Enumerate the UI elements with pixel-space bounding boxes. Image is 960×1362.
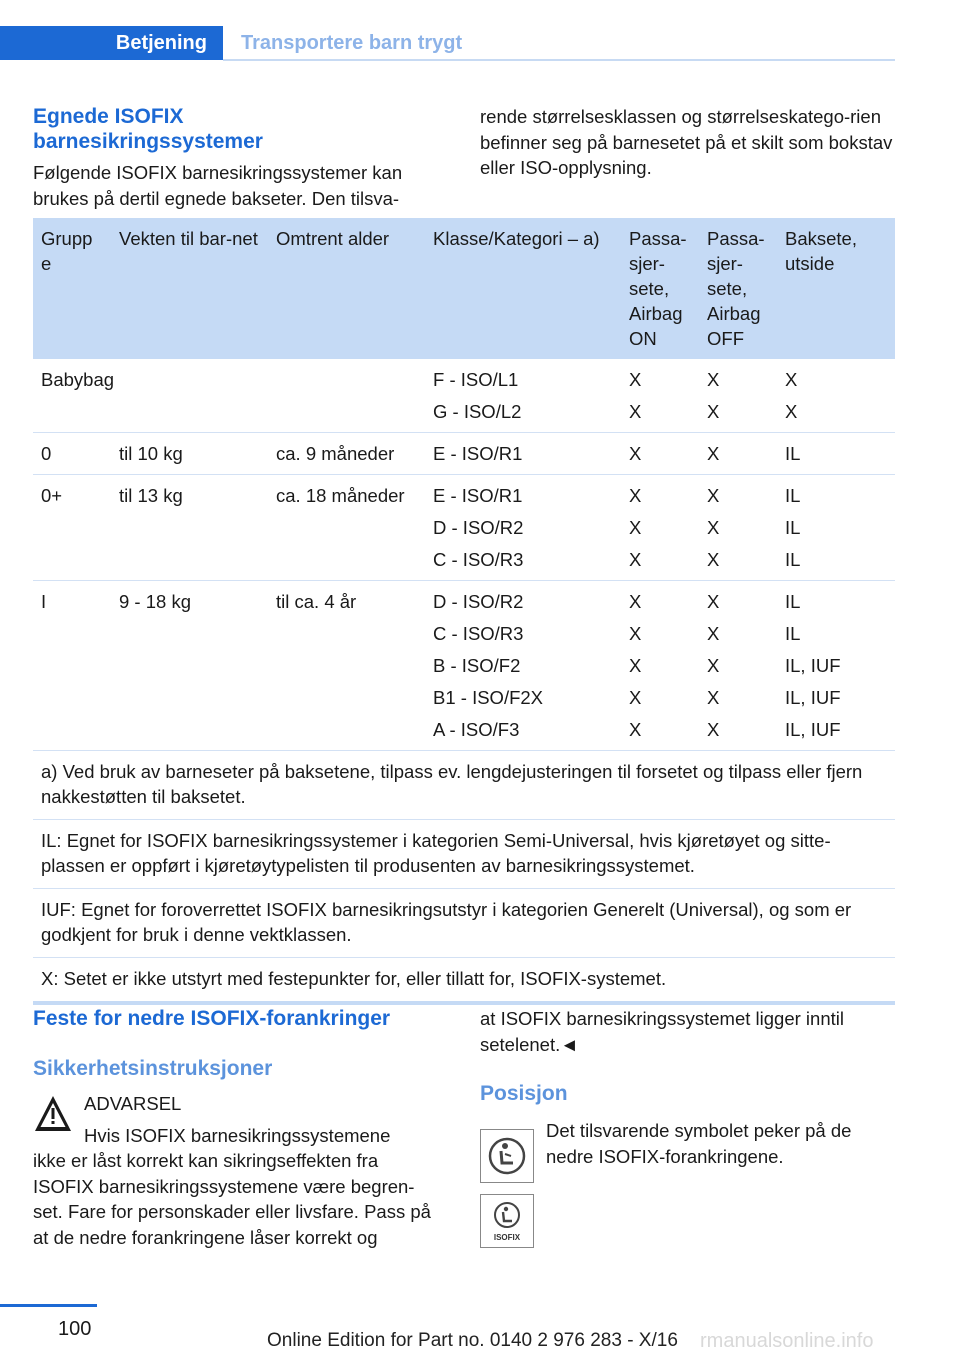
cell-value: G - ISO/L2 <box>433 401 522 422</box>
cell-value: B - ISO/F2 <box>433 655 521 676</box>
cell-off <box>699 359 777 433</box>
position-text: Det tilsvarende symbolet peker på de nedre ISOFIX-forankringene. <box>546 1120 852 1167</box>
cell-value: X <box>707 549 720 570</box>
cell-value: IL, IUF <box>785 687 841 708</box>
table-note: a) Ved bruk av barneseter på baksetene, tilpass ev. lengdejusteringen til forsetet og tilpass eller fjern nakkestøtten til baksetet. <box>33 751 895 820</box>
cell-value: IL <box>785 591 801 612</box>
cell-age: ca. 9 måneder <box>268 433 425 475</box>
page-number: 100 <box>58 1318 92 1340</box>
header-tab-inactive: Transportere barn trygt <box>241 31 463 54</box>
col-header: Grupp e <box>33 218 111 359</box>
section1-intro-right: rende størrelsesklassen og størrelseskatego-rien befinner seg på barnesetet på et skilt som bokstav eller ISO-opplysning. <box>480 106 893 178</box>
isofix-table <box>33 218 895 1005</box>
section1-title-line1: Egnede ISOFIX <box>33 105 184 128</box>
cell-rear <box>777 359 895 433</box>
cell-value: C - ISO/R3 <box>433 623 524 644</box>
table-note-row <box>33 820 895 889</box>
table-note: IUF: Egnet for foroverrettet ISOFIX barnesikringsutstyr i kategorien Generelt (Universal), og som er godkjent for bruk i denne vektklassen. <box>33 889 895 958</box>
cell-value: X <box>629 485 642 506</box>
footer-rule <box>0 1304 97 1307</box>
cell-value: X <box>707 591 720 612</box>
section2-right <box>480 1006 895 1169</box>
section2-left <box>33 1006 443 1250</box>
cell-value: X <box>707 623 720 644</box>
cell-value: X <box>707 517 720 538</box>
section1-intro-left: Følgende ISOFIX barnesikringssystemer kan brukes på dertil egnede bakseter. Den tilsva- <box>33 162 403 209</box>
cell-rear <box>777 581 895 751</box>
cell-rear <box>777 475 895 581</box>
cell-value: X <box>707 687 720 708</box>
cell-weight: til 13 kg <box>111 475 268 581</box>
col-header: Vekten til bar-net <box>111 218 268 359</box>
table-note-row <box>33 958 895 1004</box>
isofix-symbol-label: ISOFIX <box>493 1233 521 1242</box>
col-header: Omtrent alder <box>268 218 425 359</box>
cell-value: X <box>629 549 642 570</box>
cell-value: F - ISO/L1 <box>433 369 519 390</box>
cell-value: IL <box>785 549 801 570</box>
cell-value: X <box>707 485 720 506</box>
cell-off <box>699 475 777 581</box>
footer-edition: Online Edition for Part no. 0140 2 976 283 - X/16 <box>267 1330 678 1351</box>
cell-on <box>621 475 699 581</box>
table-row <box>33 581 895 751</box>
col-header: Baksete, utside <box>777 218 895 359</box>
cell-classes <box>425 581 621 751</box>
isofix-symbol-icon <box>480 1194 534 1248</box>
cell-value: X <box>629 623 642 644</box>
cell-value: IL, IUF <box>785 719 841 740</box>
cell-value: IL <box>785 623 801 644</box>
cell-weight: 9 - 18 kg <box>111 581 268 751</box>
cell-value: E - ISO/R1 <box>433 443 523 464</box>
cell-classes <box>425 433 621 475</box>
warning-text: ikke er låst korrekt kan sikringseffekten fra ISOFIX barnesikringssystemene være begren-set. Fare for personskader eller livsfare. Pass på at de nedre forankringene låser korrekt og <box>33 1150 431 1248</box>
cell-value: D - ISO/R2 <box>433 517 524 538</box>
cell-value: X <box>629 591 642 612</box>
cell-value: X <box>707 443 720 464</box>
section1-title-line2: barnesikringssystemer <box>33 130 263 153</box>
cell-value: C - ISO/R3 <box>433 549 524 570</box>
table-note-row <box>33 889 895 958</box>
cell-value: X <box>707 655 720 676</box>
cell-value: IL <box>785 443 801 464</box>
cell-value: X <box>629 401 642 422</box>
col-header: Passa-sjer-sete, Airbag ON <box>621 218 699 359</box>
cell-weight: til 10 kg <box>111 433 268 475</box>
header-tab-active: Betjening <box>0 26 223 60</box>
warning-continuation: at ISOFIX barnesikringssystemet ligger inntil setelenet.◄ <box>480 1008 844 1055</box>
cell-value: B1 - ISO/F2X <box>433 687 544 708</box>
cell-value: D - ISO/R2 <box>433 591 524 612</box>
cell-value: IL <box>785 517 801 538</box>
cell-value: A - ISO/F3 <box>433 719 520 740</box>
child-seat-symbol-icon <box>480 1129 534 1183</box>
cell-value: X <box>629 655 642 676</box>
cell-value: X <box>785 401 798 422</box>
position-title: Posisjon <box>480 1082 568 1105</box>
table-header-row <box>33 218 895 359</box>
cell-value: X <box>629 719 642 740</box>
col-header: Passa-sjer-sete, Airbag OFF <box>699 218 777 359</box>
section1-left <box>33 104 443 211</box>
cell-value: X <box>629 443 642 464</box>
cell-value: IL, IUF <box>785 655 841 676</box>
warning-triangle-icon <box>33 1093 73 1135</box>
col-header: Klasse/Kategori – a) <box>425 218 621 359</box>
table-row <box>33 475 895 581</box>
cell-group: Babybag <box>33 359 425 433</box>
cell-age: ca. 18 måneder <box>268 475 425 581</box>
cell-value: X <box>629 369 642 390</box>
cell-on <box>621 433 699 475</box>
cell-group: I <box>33 581 111 751</box>
section1-right <box>480 104 895 181</box>
cell-value: X <box>629 517 642 538</box>
cell-group: 0 <box>33 433 111 475</box>
watermark: rmanualsonline.info <box>700 1330 874 1352</box>
cell-on <box>621 359 699 433</box>
cell-age: til ca. 4 år <box>268 581 425 751</box>
cell-off <box>699 581 777 751</box>
table-note: IL: Egnet for ISOFIX barnesikringssystemer i kategorien Semi-Universal, hvis kjøretøyet og sitte-plassen er oppført i kjøretøytypelisten til produsenten av barnesikringssystemet. <box>33 820 895 889</box>
cell-value: X <box>707 369 720 390</box>
table-note: X: Setet er ikke utstyrt med festepunkter for, eller tillatt for, ISOFIX-systemet. <box>33 958 895 1004</box>
cell-classes <box>425 475 621 581</box>
cell-rear <box>777 433 895 475</box>
cell-on <box>621 581 699 751</box>
header-rule <box>223 59 895 61</box>
cell-classes <box>425 359 621 433</box>
table-row <box>33 359 895 433</box>
cell-value: X <box>629 687 642 708</box>
cell-value: X <box>785 369 798 390</box>
table-note-row <box>33 751 895 820</box>
cell-group: 0+ <box>33 475 111 581</box>
cell-value: X <box>707 401 720 422</box>
warning-label: ADVARSEL <box>84 1093 182 1114</box>
cell-off <box>699 433 777 475</box>
cell-value: X <box>707 719 720 740</box>
table-row <box>33 433 895 475</box>
cell-value: IL <box>785 485 801 506</box>
section2-subtitle: Sikkerhetsinstruksjoner <box>33 1057 273 1080</box>
warning-first-line: Hvis ISOFIX barnesikringssystemene <box>84 1124 391 1146</box>
section2-title: Feste for nedre ISOFIX-forankringer <box>33 1007 391 1030</box>
cell-value: E - ISO/R1 <box>433 485 523 506</box>
